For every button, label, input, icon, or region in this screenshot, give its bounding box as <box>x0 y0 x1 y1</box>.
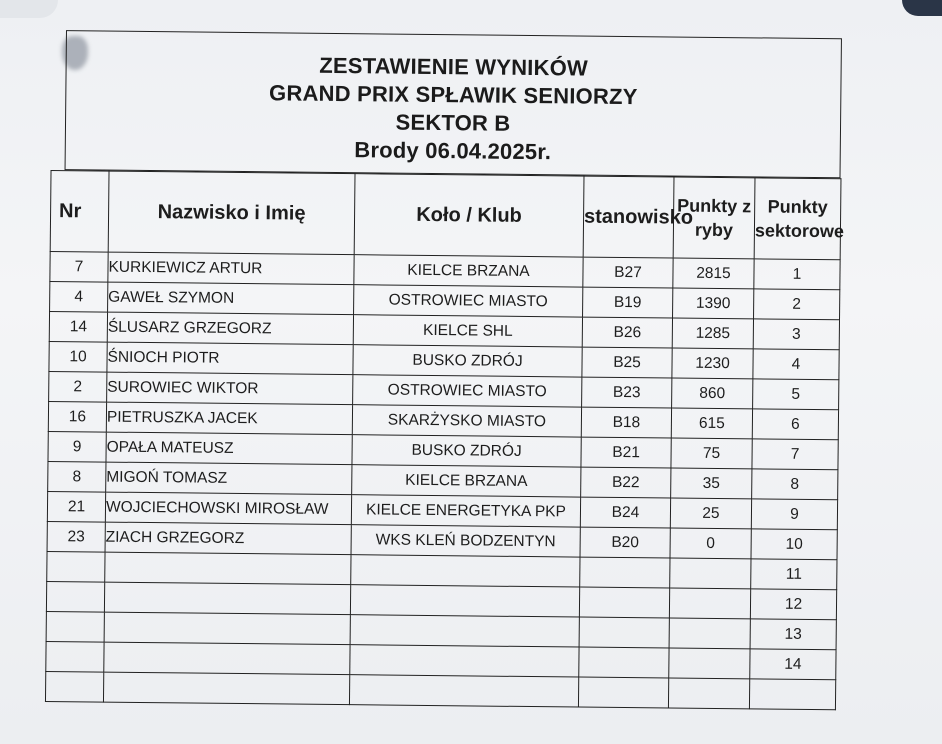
column-header-club: Koło / Klub <box>354 174 584 257</box>
cell-sector-points: 2 <box>754 289 840 320</box>
cell-club: OSTROWIEC MIASTO <box>354 285 583 317</box>
cell-stand: B22 <box>581 467 671 498</box>
competition-name: GRAND PRIX SPŁAWIK SENIORZY <box>269 80 638 110</box>
cell-sector-points: 14 <box>750 649 836 680</box>
cell-name: GAWEŁ SZYMON <box>108 282 354 315</box>
cell-club: BUSKO ZDRÓJ <box>352 435 581 467</box>
background-corner <box>902 0 942 16</box>
cell-nr: 21 <box>47 491 105 522</box>
cell-nr: 10 <box>49 341 107 372</box>
cell-fish-points <box>668 678 749 709</box>
cell-nr <box>46 611 104 642</box>
cell-club: KIELCE BRZANA <box>354 255 583 287</box>
cell-club: WKS KLEŃ BODZENTYN <box>351 525 580 557</box>
cell-stand <box>579 587 669 618</box>
cell-stand <box>579 647 669 678</box>
cell-nr <box>46 641 104 672</box>
cell-name <box>104 582 350 615</box>
cell-fish-points <box>670 558 751 589</box>
cell-sector-points: 9 <box>751 499 837 530</box>
cell-stand <box>580 557 670 588</box>
column-header-fish-points: Punkty z ryby <box>673 177 755 259</box>
cell-sector-points: 7 <box>752 439 838 470</box>
cell-fish-points: 35 <box>671 468 752 499</box>
cell-club: KIELCE SHL <box>353 315 582 347</box>
cell-sector-points: 12 <box>750 589 836 620</box>
cell-stand <box>578 677 668 708</box>
cell-club: KIELCE ENERGETYKA PKP <box>351 495 580 527</box>
column-header-name: Nazwisko i Imię <box>108 171 355 255</box>
cell-nr <box>47 551 105 582</box>
cell-fish-points: 2815 <box>673 258 754 289</box>
sheet-title: ZESTAWIENIE WYNIKÓW <box>319 52 589 81</box>
cell-club: KIELCE BRZANA <box>352 465 581 497</box>
cell-stand: B21 <box>581 437 671 468</box>
cell-nr: 16 <box>48 401 106 432</box>
sheet-header <box>65 30 842 178</box>
event-date: Brody 06.04.2025r. <box>354 137 552 165</box>
cell-nr: 7 <box>50 251 108 282</box>
cell-name: ZIACH GRZEGORZ <box>105 522 351 555</box>
cell-fish-points <box>669 618 750 649</box>
cell-stand: B23 <box>582 377 672 408</box>
cell-fish-points <box>669 588 750 619</box>
cell-stand: B20 <box>580 527 670 558</box>
cell-name <box>105 552 351 585</box>
results-sheet <box>45 30 844 728</box>
sector-label: SEKTOR B <box>395 109 511 136</box>
cell-club: OSTROWIEC MIASTO <box>353 375 582 407</box>
cell-sector-points: 13 <box>750 619 836 650</box>
cell-club: BUSKO ZDRÓJ <box>353 345 582 377</box>
cell-stand: B18 <box>581 407 671 438</box>
cell-stand: B19 <box>583 287 673 318</box>
cell-sector-points: 3 <box>753 319 839 350</box>
cell-name: ŚLUSARZ GRZEGORZ <box>107 312 353 345</box>
cell-fish-points: 1285 <box>672 318 753 349</box>
cell-sector-points: 5 <box>753 379 839 410</box>
cell-sector-points: 11 <box>751 559 837 590</box>
cell-name: WOJCIECHOWSKI MIROSŁAW <box>105 492 351 525</box>
column-header-stand: stanowisko <box>583 176 674 258</box>
cell-name <box>104 612 350 645</box>
cell-sector-points: 10 <box>751 529 837 560</box>
cell-sector-points <box>749 679 835 710</box>
cell-fish-points: 615 <box>671 408 752 439</box>
cell-stand: B26 <box>582 317 672 348</box>
cell-nr: 14 <box>49 311 107 342</box>
cell-nr: 23 <box>47 521 105 552</box>
cell-nr: 4 <box>50 281 108 312</box>
background-corner <box>0 0 58 18</box>
column-header-nr: Nr <box>50 170 109 252</box>
results-table <box>45 170 845 710</box>
cell-name: MIGOŃ TOMASZ <box>106 462 352 495</box>
cell-fish-points <box>669 648 750 679</box>
cell-stand: B27 <box>583 257 673 288</box>
cell-club <box>350 585 579 617</box>
cell-sector-points: 6 <box>752 409 838 440</box>
cell-club <box>349 675 578 707</box>
table-header-row <box>50 170 841 259</box>
cell-club <box>350 645 579 677</box>
cell-nr <box>45 671 103 702</box>
cell-name: ŚNIOCH PIOTR <box>107 342 353 375</box>
cell-nr: 8 <box>48 461 106 492</box>
column-header-sector-points: Punkty sektorowe <box>754 178 841 260</box>
cell-club <box>351 555 580 587</box>
cell-fish-points: 1390 <box>673 288 754 319</box>
cell-name: SUROWIEC WIKTOR <box>107 372 353 405</box>
cell-name <box>104 642 350 675</box>
results-table-body <box>45 251 840 709</box>
cell-stand: B24 <box>580 497 670 528</box>
cell-fish-points: 0 <box>670 528 751 559</box>
cell-nr: 9 <box>48 431 106 462</box>
cell-sector-points: 1 <box>754 259 840 290</box>
cell-fish-points: 1230 <box>672 348 753 379</box>
cell-stand <box>579 617 669 648</box>
cell-fish-points: 25 <box>670 498 751 529</box>
cell-name: PIETRUSZKA JACEK <box>106 402 352 435</box>
cell-club: SKARŻYSKO MIASTO <box>352 405 581 437</box>
cell-sector-points: 4 <box>753 349 839 380</box>
cell-stand: B25 <box>582 347 672 378</box>
cell-sector-points: 8 <box>752 469 838 500</box>
cell-name: OPAŁA MATEUSZ <box>106 432 352 465</box>
cell-nr <box>46 581 104 612</box>
cell-name <box>103 672 349 705</box>
cell-nr: 2 <box>49 371 107 402</box>
cell-name: KURKIEWICZ ARTUR <box>108 252 354 285</box>
cell-club <box>350 615 579 647</box>
cell-fish-points: 860 <box>672 378 753 409</box>
cell-fish-points: 75 <box>671 438 752 469</box>
